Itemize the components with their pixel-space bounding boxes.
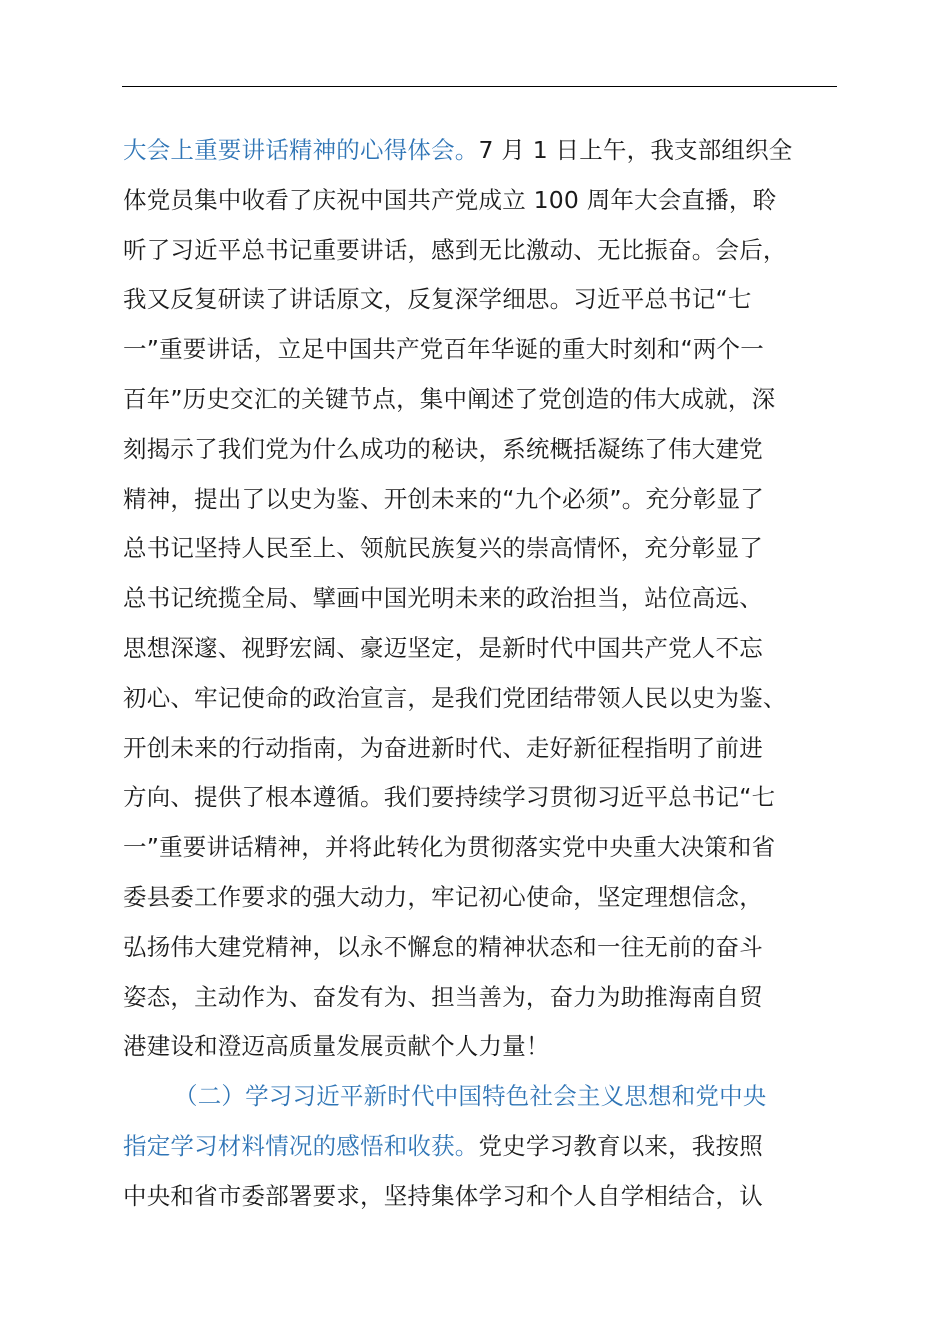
body-text-run: 开创未来的行动指南，为奋进新时代、走好新征程指明了前进 xyxy=(123,733,763,762)
body-text-run: 体党员集中收看了庆祝中国共产党成立 100 周年大会直播，聆 xyxy=(123,185,777,214)
text-line xyxy=(123,325,863,375)
text-line xyxy=(123,1172,863,1222)
body-text-run: 总书记统揽全局、擘画中国光明未来的政治担当，站位高远、 xyxy=(123,584,763,613)
text-line xyxy=(123,973,863,1023)
text-line xyxy=(123,1122,863,1172)
text-line xyxy=(123,126,863,176)
body-text-run: 中央和省市委部署要求，坚持集体学习和个人自学相结合，认 xyxy=(123,1181,763,1210)
body-text-run: 百年”历史交汇的关键节点，集中阐述了党创造的伟大成就，深 xyxy=(123,384,776,413)
text-line xyxy=(123,1022,863,1072)
body-text-run: 刻揭示了我们党为什么成功的秘诀，系统概括凝练了伟大建党 xyxy=(123,434,763,463)
body-text-run: 弘扬伟大建党精神，以永不懈怠的精神状态和一往无前的奋斗 xyxy=(123,932,763,961)
text-line xyxy=(123,823,863,873)
text-line xyxy=(123,574,863,624)
body-text-run: 一”重要讲话，立足中国共产党百年华诞的重大时刻和“两个一 xyxy=(123,335,764,364)
highlighted-text: 大会上重要讲话精神的心得体会。 xyxy=(123,136,479,164)
body-text-run: 初心、牢记使命的政治宣言，是我们党团结带领人民以史为鉴、 xyxy=(123,683,787,712)
body-text-run: 7 月 1 日上午，我支部组织全 xyxy=(478,136,793,164)
body-text-run: 姿态，主动作为、奋发有为、担当善为，奋力为助推海南自贸 xyxy=(123,982,763,1011)
text-line xyxy=(123,375,863,425)
body-text-run: 方向、提供了根本遵循。我们要持续学习贯彻习近平总书记“七 xyxy=(123,783,776,812)
text-line xyxy=(123,176,863,226)
body-text-run: 委县委工作要求的强大动力，牢记初心使命，坚定理想信念， xyxy=(123,882,763,911)
text-line xyxy=(123,724,863,774)
text-line xyxy=(123,1072,863,1122)
text-line xyxy=(123,226,863,276)
body-text-run: 党史学习教育以来，我按照 xyxy=(478,1131,763,1160)
text-line xyxy=(123,275,863,325)
text-line xyxy=(123,773,863,823)
text-line xyxy=(123,923,863,973)
text-line xyxy=(123,425,863,475)
text-line xyxy=(123,524,863,574)
body-text xyxy=(123,126,863,1222)
highlighted-text: （二）学习习近平新时代中国特色社会主义思想和党中央 xyxy=(174,1082,767,1111)
body-text-run: 听了习近平总书记重要讲话，感到无比激动、无比振奋。会后， xyxy=(123,235,787,264)
text-line xyxy=(123,475,863,525)
text-line xyxy=(123,873,863,923)
highlighted-text: 指定学习材料情况的感悟和收获。 xyxy=(123,1131,479,1160)
body-text-run: 精神，提出了以史为鉴、开创未来的“九个必须”。充分彰显了 xyxy=(123,484,764,513)
body-text-run: 港建设和澄迈高质量发展贡献个人力量！ xyxy=(123,1032,550,1061)
body-text-run: 我又反复研读了讲话原文，反复深学细思。习近平总书记“七 xyxy=(123,285,752,314)
body-text-run: 思想深邃、视野宏阔、豪迈坚定，是新时代中国共产党人不忘 xyxy=(123,633,763,662)
header-rule xyxy=(122,86,837,87)
text-line xyxy=(123,624,863,674)
text-line xyxy=(123,674,863,724)
body-text-run: 总书记坚持人民至上、领航民族复兴的崇高情怀，充分彰显了 xyxy=(123,534,763,563)
body-text-run: 一”重要讲话精神，并将此转化为贯彻落实党中央重大决策和省 xyxy=(123,833,776,862)
